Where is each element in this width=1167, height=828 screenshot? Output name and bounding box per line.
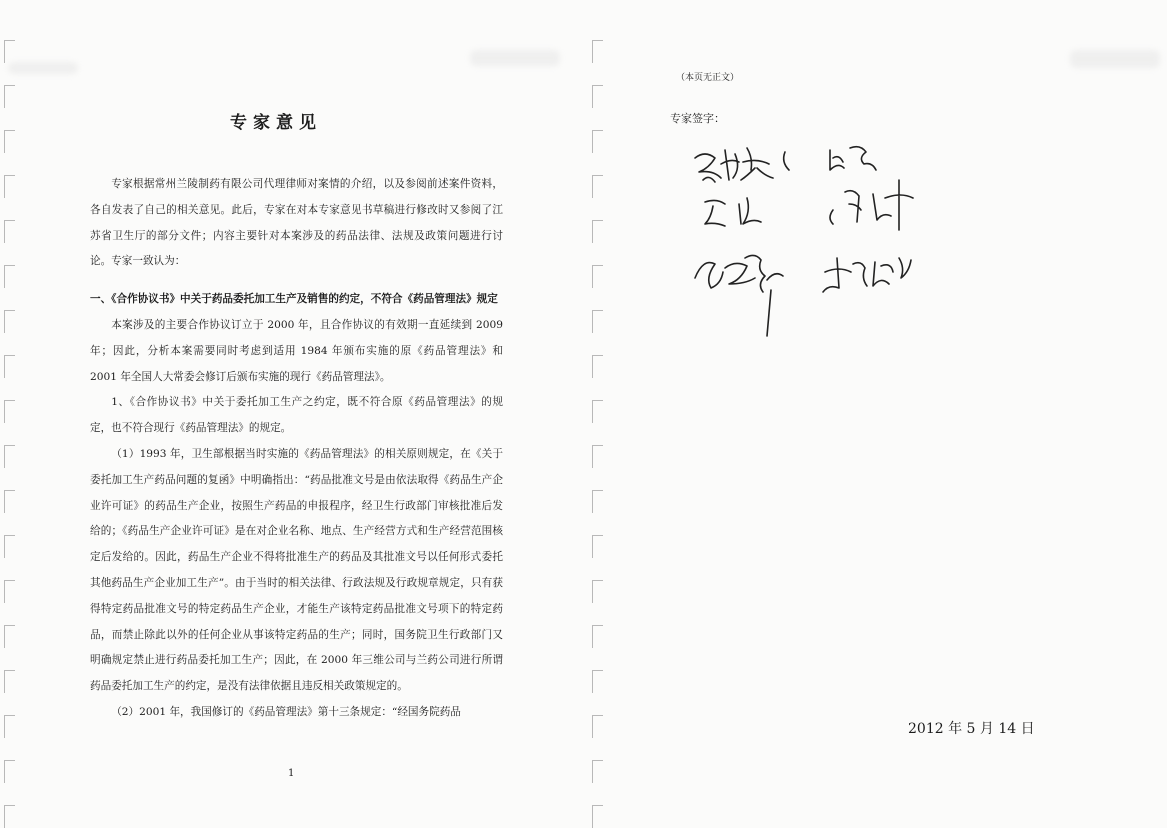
binding-holes-right: [592, 20, 606, 820]
signing-date: 2012 年 5 月 14 日: [908, 721, 1035, 737]
signature-5: [695, 255, 783, 336]
signature-2: [830, 147, 876, 170]
handwritten-signatures: [685, 140, 965, 350]
paragraph: （1）1993 年，卫生部根据当时实施的《药品管理法》的相关原则规定，在《关于委托加工生产药品问题的复函》中明确指出：“药品批准文号是由依法取得《药品生产企业许可证》的药品生产企业，按照生产药品的申报程序，经卫生行政部门审核批准后发给的；《药品生产企业许可证》是在对企业名称、地点、生产经营方式和生产经营范围核定后发给的。因此，药品生产企业不得将批准生产的药品及其批准文号以任何形式委托其他药品生产企业加工生产”。由于当时的相关法律、行政法规及行政规章规定，只有获得特定药品批准文号的特定药品生产企业，才能生产该特定药品批准文号项下的特定药品，而禁止除此以外的任何企业从事该特定药品的生产；同时，国务院卫生行政部门又明确规定禁止进行药品委托加工生产；因此，在 2000 年三维公司与兰药公司进行所谓药品委托加工生产的约定，是没有法律依据且违反相关政策规定的。: [90, 447, 503, 693]
page-number: 1: [288, 768, 295, 779]
signature-6: [823, 258, 911, 292]
signature-3: [705, 198, 761, 226]
paragraph: 1、《合作协议书》中关于委托加工生产之约定，既不符合原《药品管理法》的规定，也不符合现行《药品管理法》的规定。: [90, 396, 503, 435]
section-heading: 一、《合作协议书》中关于药品委托加工生产及销售的约定，不符合《药品管理法》规定: [90, 293, 498, 306]
paragraph: （2）2001 年，我国修订的《药品管理法》第十三条规定：“经国务院药品: [111, 705, 461, 718]
signature-4: [830, 180, 913, 230]
signature-1: [695, 148, 789, 182]
document-body: [90, 172, 503, 726]
page-title: 专家意见: [230, 113, 322, 133]
binding-holes-left: [4, 20, 18, 820]
no-text-note: （本页无正文）: [676, 73, 740, 83]
intro-paragraph: 专家根据常州兰陵制药有限公司代理律师对案情的介绍，以及参阅前述案件资料，各自发表了自己的相关意见。此后，专家在对本专家意见书草稿进行修改时又参阅了江苏省卫生厅的部分文件；内容主要针对本案涉及的药品法律、法规及政策问题进行讨论。专家一致认为：: [90, 178, 503, 268]
signature-label: 专家签字：: [670, 112, 725, 125]
right-page: [590, 0, 1167, 827]
paragraph: 本案涉及的主要合作协议订立于 2000 年，且合作协议的有效期一直延续到 2009 年；因此，分析本案需要同时考虑到适用 1984 年颁布实施的原《药品管理法》和 2001 年全国人大常委会修订后颁布实施的现行《药品管理法》。: [90, 318, 503, 383]
